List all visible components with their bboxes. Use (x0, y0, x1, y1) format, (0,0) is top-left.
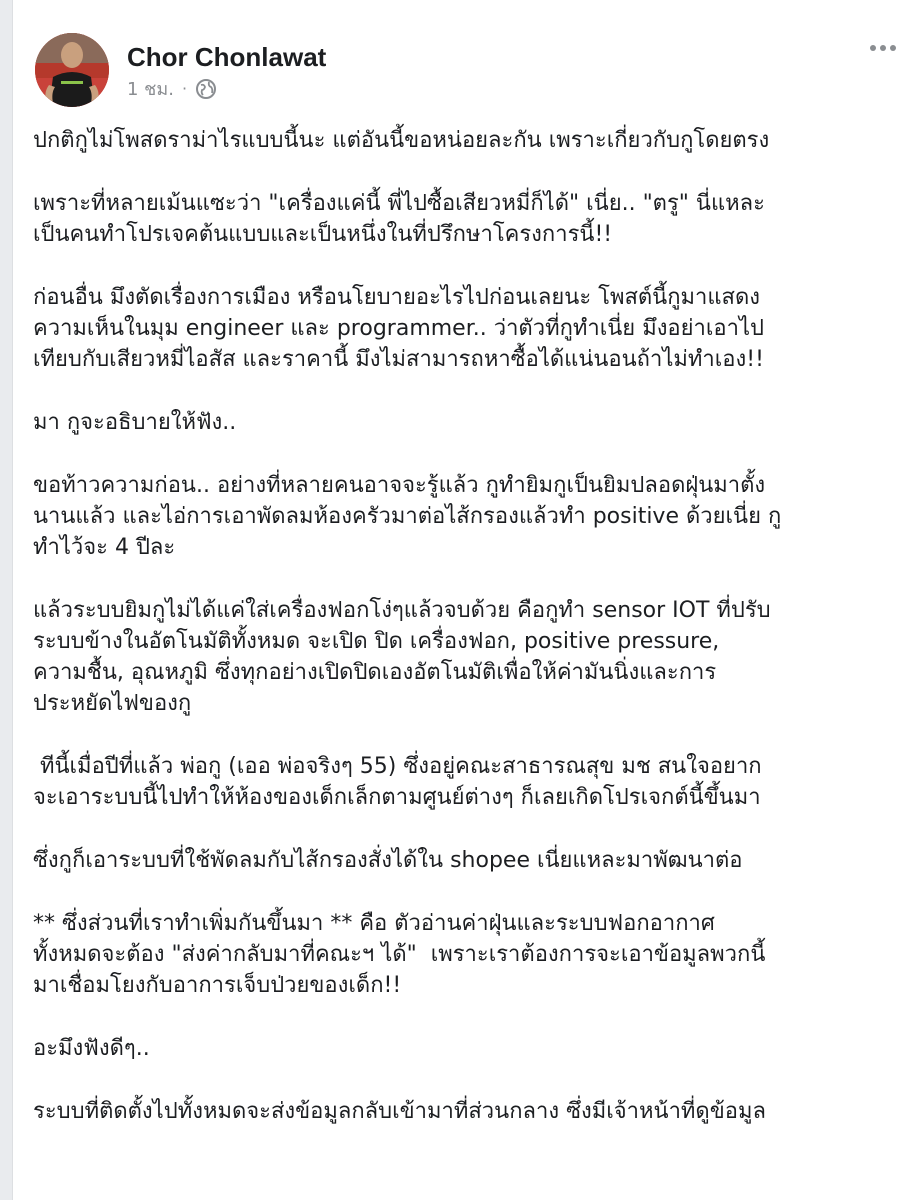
post-paragraph: มา กูจะอธิบายให้ฟัง.. (33, 410, 237, 435)
author-name[interactable]: Chor Chonlawat (127, 42, 327, 72)
post-paragraph: เพราะที่หลายเม้นแซะว่า "เครื่องแค่นี้ พี่ไปซื้อเสียวหมี่ก็ได้" เนี่ย.. "ตรู" นี่แหละ เป็นคนทำโปรเจคต้นแบบและเป็นหนึ่งในที่ปรึกษาโครงการนี้!! (33, 191, 765, 247)
post-paragraph: ทีนี้เมื่อปีที่แล้ว พ่อกู (เออ พ่อจริงๆ 55) ซึ่งอยู่คณะสาธารณสุข มช สนใจอยาก จะเอาระบบนี้ไปทำให้ห้องของเด็กเล็กตามศูนย์ต่างๆ ก็เลยเกิดโปรเจกต์นี้ขึ้นมา (33, 754, 762, 810)
avatar-photo (35, 33, 109, 107)
more-options-icon[interactable] (863, 36, 903, 60)
post-paragraph: แล้วระบบยิมกูไม่ได้แค่ใส่เครื่องฟอกโง่ๆแล้วจบด้วย คือกูทำ sensor IOT ที่ปรับ ระบบข้างในอัตโนมัติทั้งหมด จะเปิด ปิด เครื่องฟอก, positive pressure, ความชื้น, อุณหภูมิ ซึ่งทุกอย่างเปิดปิดเองอัตโนมัติเพื่อให้ค่ามันนิ่งและการ ประหยัดไฟของกู (33, 598, 771, 716)
facebook-post (12, 0, 911, 1200)
post-paragraph: อะมึงฟังดีๆ.. (33, 1036, 150, 1061)
post-text (33, 125, 909, 1159)
post-paragraph: ก่อนอื่น มึงตัดเรื่องการเมือง หรือนโยบายอะไรไปก่อนเลยนะ โพสต์นี้กูมาแสดง ความเห็นในมุม engineer และ programmer.. ว่าตัวที่กูทำเนี่ย มึงอย่าเอาไป เทียบกับเสียวหมี่ไอสัส และราคานี้ มึงไม่สามารถหาซื้อได้แน่นอนถ้าไม่ทำเอง!! (33, 285, 765, 372)
meta-separator: · (181, 79, 188, 98)
globe-icon[interactable] (195, 78, 217, 100)
post-header (13, 0, 911, 120)
post-paragraph: ** ซึ่งส่วนที่เราทำเพิ่มกันขึ้นมา ** คือ ตัวอ่านค่าฝุ่นและระบบฟอกอากาศ ทั้งหมดจะต้อง "ส่งค่ากลับมาที่คณะฯ ได้" เพราะเราต้องการจะเอาข้อมูลพวกนี้ มาเชื่อมโยงกับอาการเจ็บป่วยของเด็ก!! (33, 911, 766, 998)
post-paragraph: ซึ่งกูก็เอาระบบที่ใช้พัดลมกับไส้กรองสั่งได้ใน shopee เนี่ยแหละมาพัฒนาต่อ (33, 848, 743, 873)
post-meta (127, 74, 217, 103)
post-timestamp[interactable]: 1 ชม. (127, 79, 174, 100)
avatar[interactable] (35, 33, 109, 107)
post-paragraph: ปกติกูไม่โพสดราม่าไรแบบนี้นะ แต่อันนี้ขอหน่อยละกัน เพราะเกี่ยวกับกูโดยตรง (33, 128, 770, 153)
post-paragraph: ระบบที่ติดตั้งไปทั้งหมดจะส่งข้อมูลกลับเข้ามาที่ส่วนกลาง ซึ่งมีเจ้าหน้าที่ดูข้อมูล (33, 1099, 766, 1124)
post-paragraph: ขอท้าวความก่อน.. อย่างที่หลายคนอาจจะรู้แล้ว กูทำยิมกูเป็นยิมปลอดฝุ่นมาตั้ง นานแล้ว และไอ่การเอาพัดลมห้องครัวมาต่อไส้กรองแล้วทำ positive ด้วยเนี่ย กู ทำไว้จะ 4 ปีละ (33, 473, 782, 560)
